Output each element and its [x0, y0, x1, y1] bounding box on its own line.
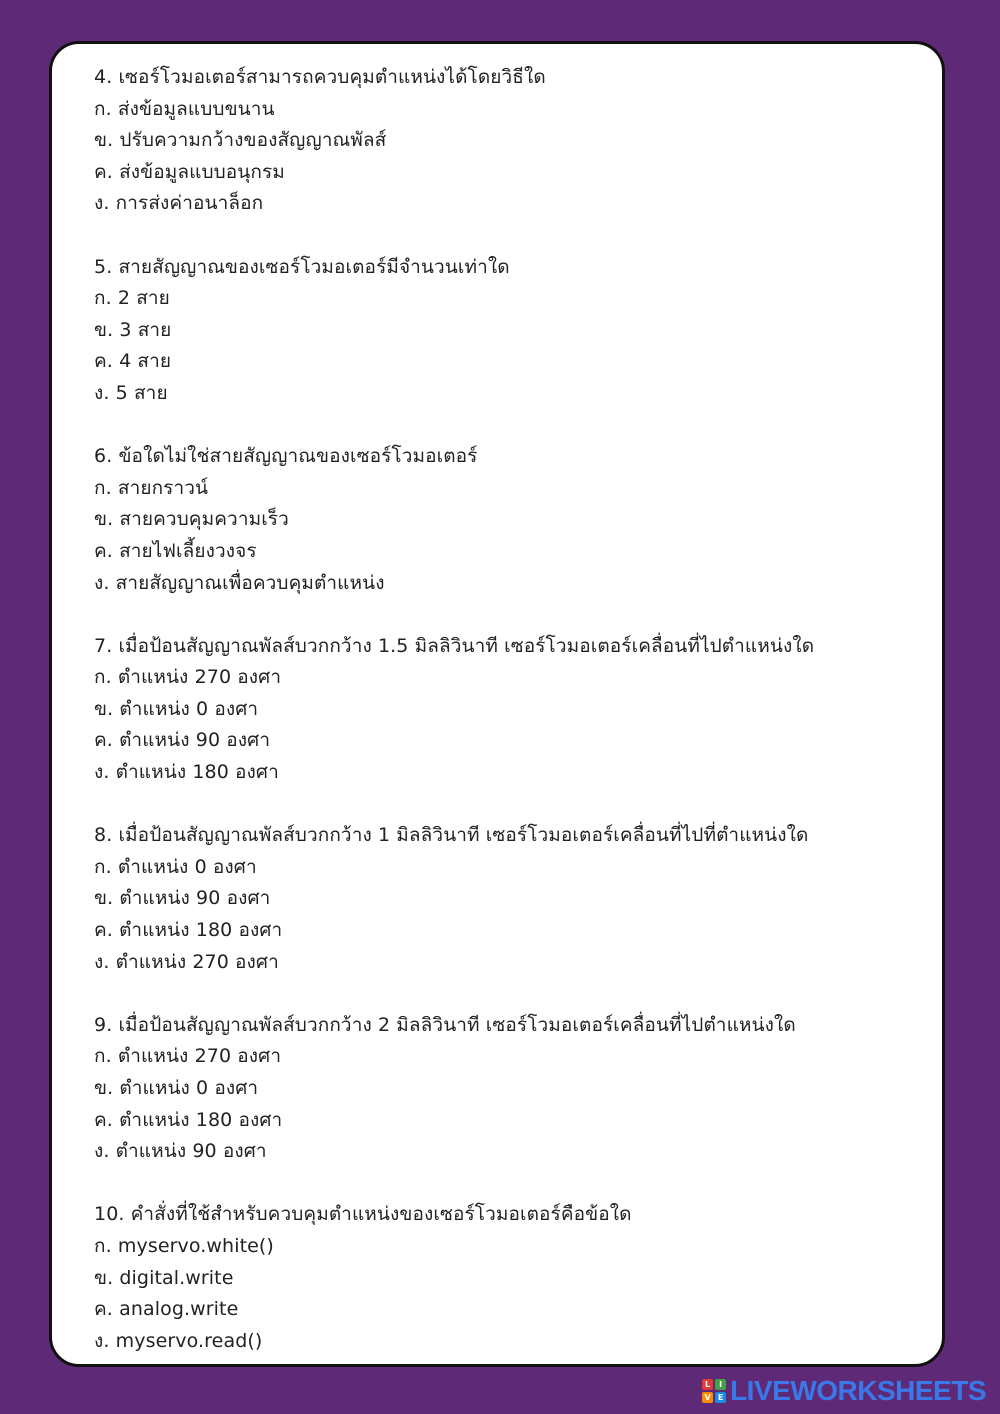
option-d: ง. 5 สาย — [94, 381, 168, 404]
option-d: ง. ตำแหน่ง 90 องศา — [94, 1140, 267, 1163]
option-c: ค. ตำแหน่ง 90 องศา — [94, 729, 271, 752]
brand-name: LIVEWORKSHEETS — [730, 1375, 986, 1406]
option-a: ก. สายกราวน์ — [94, 476, 209, 499]
option-a: ก. ตำแหน่ง 270 องศา — [94, 1045, 282, 1068]
question-text: 7. เมื่อป้อนสัญญาณพัลส์บวกกว้าง 1.5 มิลลิวินาที เซอร์โวมอเตอร์เคลื่อนที่ไปตำแหน่งใด — [94, 634, 815, 657]
option-d: ง. สายสัญญาณเพื่อควบคุมตำแหน่ง — [94, 571, 385, 594]
question-9 — [94, 1010, 912, 1168]
question-text: 6. ข้อใดไม่ใช่สายสัญญาณของเซอร์โวมอเตอร์ — [94, 445, 478, 468]
question-10 — [94, 1199, 912, 1357]
liveworksheets-logo-icon — [702, 1379, 726, 1403]
question-text: 5. สายสัญญาณของเซอร์โวมอเตอร์มีจำนวนเท่าใด — [94, 255, 510, 278]
question-text: 4. เซอร์โวมอเตอร์สามารถควบคุมตำแหน่งได้โดยวิธีใด — [94, 66, 546, 88]
option-c: ค. ส่งข้อมูลแบบอนุกรม — [94, 160, 285, 183]
option-c: ค. ตำแหน่ง 180 องศา — [94, 1108, 283, 1131]
option-a: ก. ตำแหน่ง 0 องศา — [94, 855, 257, 878]
option-b: ข. digital.write — [94, 1266, 234, 1289]
option-d: ง. ตำแหน่ง 180 องศา — [94, 761, 279, 784]
question-8 — [94, 820, 912, 978]
question-text: 10. คำสั่งที่ใช้สำหรับควบคุมตำแหน่งของเซอร์โวมอเตอร์คือข้อใด — [94, 1203, 632, 1226]
liveworksheets-watermark — [702, 1376, 986, 1406]
option-d: ง. ตำแหน่ง 270 องศา — [94, 950, 279, 973]
option-a: ก. ส่งข้อมูลแบบขนาน — [94, 97, 275, 120]
option-d: ง. myservo.read() — [94, 1329, 263, 1352]
option-c: ค. 4 สาย — [94, 350, 172, 373]
option-c: ค. ตำแหน่ง 180 องศา — [94, 919, 283, 942]
option-b: ข. สายควบคุมความเร็ว — [94, 508, 289, 531]
question-text: 9. เมื่อป้อนสัญญาณพัลส์บวกกว้าง 2 มิลลิวินาที เซอร์โวมอเตอร์เคลื่อนที่ไปตำแหน่งใด — [94, 1013, 796, 1036]
option-a: ก. 2 สาย — [94, 287, 170, 310]
option-c: ค. สายไฟเลี้ยงวงจร — [94, 539, 257, 562]
logo-tile-e: E — [715, 1392, 726, 1403]
question-list — [94, 62, 912, 1389]
logo-tile-i: I — [715, 1379, 726, 1390]
option-a: ก. myservo.white() — [94, 1234, 274, 1257]
question-4 — [94, 62, 912, 220]
option-c: ค. analog.write — [94, 1298, 239, 1321]
option-d: ง. การส่งค่าอนาล็อก — [94, 192, 264, 215]
logo-tile-l: L — [702, 1379, 713, 1390]
option-b: ข. ปรับความกว้างของสัญญาณพัลส์ — [94, 129, 387, 152]
worksheet-page — [49, 41, 945, 1367]
option-b: ข. ตำแหน่ง 0 องศา — [94, 697, 259, 720]
question-5 — [94, 252, 912, 410]
logo-tile-v: V — [702, 1392, 713, 1403]
question-6 — [94, 441, 912, 599]
option-b: ข. 3 สาย — [94, 318, 172, 341]
option-b: ข. ตำแหน่ง 0 องศา — [94, 1077, 259, 1099]
question-text: 8. เมื่อป้อนสัญญาณพัลส์บวกกว้าง 1 มิลลิวินาที เซอร์โวมอเตอร์เคลื่อนที่ไปที่ตำแหน่งใด — [94, 824, 809, 847]
option-b: ข. ตำแหน่ง 90 องศา — [94, 887, 271, 910]
option-a: ก. ตำแหน่ง 270 องศา — [94, 666, 282, 689]
question-7 — [94, 631, 912, 789]
